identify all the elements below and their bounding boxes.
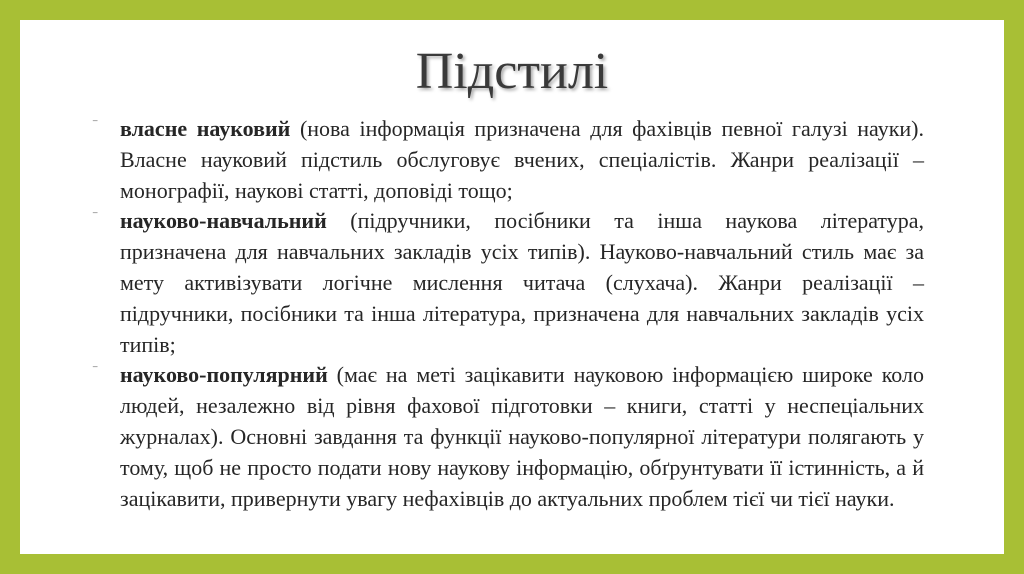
list-item (92, 206, 924, 360)
list-item-text: (має на меті зацікавити науковою інформацією широке коло людей, незалежно від рівня фахової підготовки – книги, статті у неспеціальних журналах). Основні завдання та функції науково-популярної літератури полягають у тому, щоб не просто подати нову наукову інформацію, обґрунтувати її істинність, а й зацікавити, привернути увагу нефахівців до актуальних проблем тієї чи тієї науки. (120, 362, 924, 511)
bullet-icon: ⁻ (92, 208, 99, 223)
bullet-list (92, 114, 924, 514)
list-item (92, 114, 924, 206)
list-item-term: науково-навчальний (120, 208, 327, 234)
slide (20, 20, 1004, 554)
list-item-text: (підручники, посібники та інша наукова література, призначена для навчальних закладів усіх типів). Науково-навчальний стиль має за мету активізувати логічне мислення читача (слухача). Жанри реалізації – підручники, посібники та інша література, призначена для навчальних закладів усіх типів; (120, 208, 924, 357)
list-item-term: власне науковий (120, 116, 291, 141)
list-item (92, 360, 924, 514)
bullet-icon: ⁻ (92, 116, 99, 130)
bullet-icon: ⁻ (92, 362, 99, 377)
list-item-text: (нова інформація призначена для фахівців певної галузі науки). Власне науковий підстиль обслуговує вчених, спеціалістів. Жанри реалізації – монографії, наукові статті, доповіді тощо; (120, 116, 924, 203)
slide-title: Підстилі (415, 43, 609, 100)
list-item-term: науково-популярний (120, 362, 328, 388)
